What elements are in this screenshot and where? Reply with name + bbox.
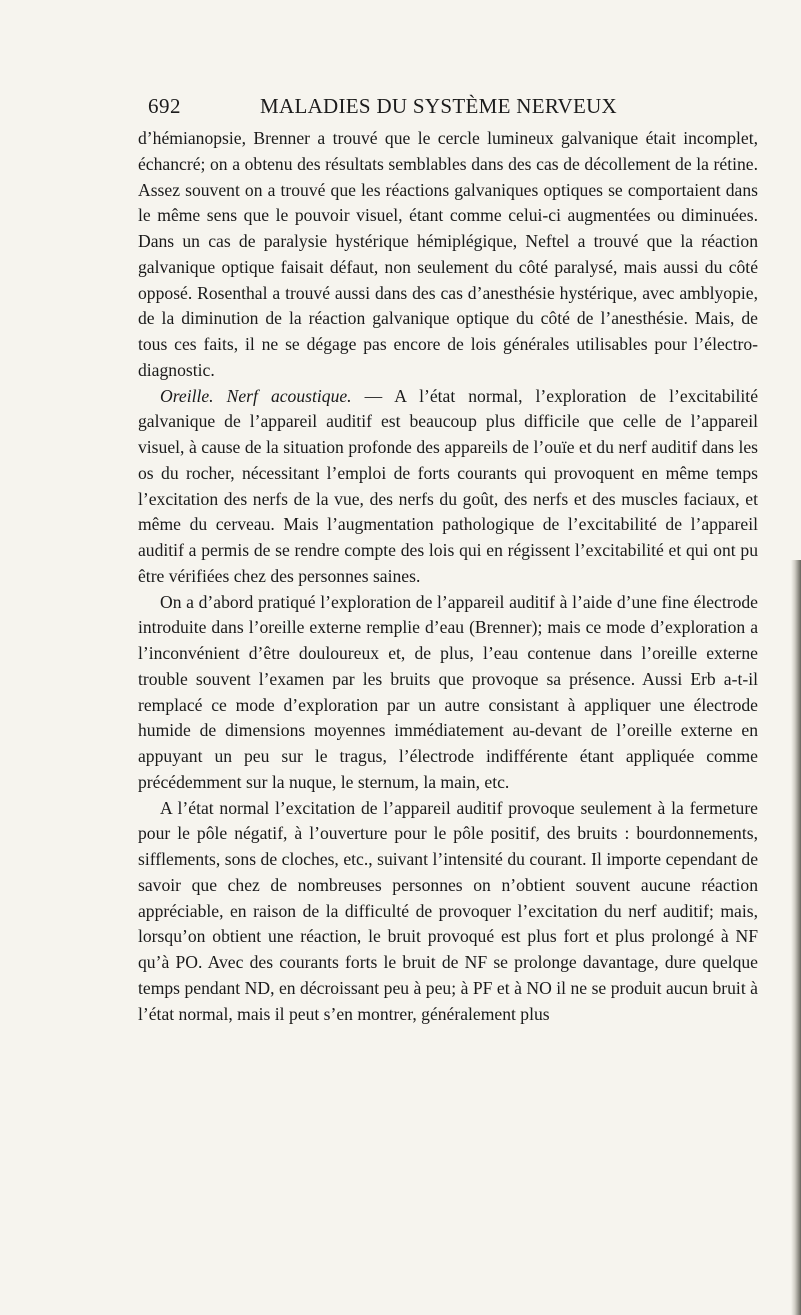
paragraph-oreille: [138, 384, 758, 590]
section-heading-oreille: Oreille. Nerf acoustique.: [160, 385, 352, 406]
paragraph-hemianopsie: d’hémianopsie, Brenner a trouvé que le cercle lumineux galvanique était incomplet, échancré; on a obtenu des résultats semblables dans des cas de décollement de la rétine. Assez souvent on a trouvé que les réactions galvaniques optiques se comportaient dans le même sens que le pouvoir visuel, étant comme celui-ci augmentées ou diminuées. Dans un cas de paralysie hystérique hémiplégique, Neftel a trouvé que la réaction galvanique optique faisait défaut, non seulement du côté paralysé, mais aussi du côté opposé. Rosenthal a trouvé aussi dans des cas d’anesthésie hystérique, avec amblyopie, de la diminution de la réaction galvanique optique du côté de l’anesthésie. Mais, de tous ces faits, il ne se dégage pas encore de lois générales utilisables pour l’électro-diagnostic.: [138, 128, 758, 380]
page-number: 692: [148, 94, 181, 118]
page-edge-shadow: [791, 560, 801, 1315]
page-header: [148, 94, 788, 124]
body-text: [138, 126, 758, 1027]
paragraph-exploration: On a d’abord pratiqué l’exploration de l’appareil auditif à l’aide d’une fine électrode introduite dans l’oreille externe remplie d’eau (Brenner); mais ce mode d’exploration a l’inconvénient d’être douloureux et, de plus, l’eau contenue dans l’oreille externe trouble souvent l’examen par les bruits que provoque sa présence. Aussi Erb a-t-il remplacé ce mode d’exploration par un autre consistant à appliquer une électrode humide de dimensions moyennes immédiatement au-devant de l’oreille externe en appuyant un peu sur le tragus, l’électrode indifférente étant appliquée comme précédemment sur la nuque, le sternum, la main, etc.: [138, 591, 758, 792]
running-title: MALADIES DU SYSTÈME NERVEUX: [260, 94, 617, 118]
paragraph-etat-normal: A l’état normal l’excitation de l’appareil auditif provoque seulement à la fermeture pour le pôle négatif, à l’ouverture pour le pôle positif, des bruits : bourdonnements, sifflements, sons de cloches, etc., suivant l’intensité du courant. Il importe cependant de savoir que chez de nombreuses personnes on n’obtient souvent aucune réaction appréciable, en raison de la difficulté de provoquer l’excitation du nerf auditif; mais, lorsqu’on obtient une réaction, le bruit provoqué est plus fort et plus prolongé à NF qu’à PO. Avec des courants forts le bruit de NF se prolonge davantage, dure quelque temps pendant ND, en décroissant peu à peu; à PF et à NO il ne se produit aucun bruit à l’état normal, mais il peut s’en montrer, généralement plus: [138, 797, 758, 1024]
paragraph-oreille-text: — A l’état normal, l’exploration de l’excitabilité galvanique de l’appareil auditif est beaucoup plus difficile que celle de l’appareil visuel, à cause de la situation profonde des appareils de l’ouïe et du nerf auditif dans les os du rocher, nécessitant l’emploi de forts courants qui provoquent en même temps l’excitation des nerfs de la vue, des nerfs du goût, des nerfs et des muscles faciaux, et même du cerveau. Mais l’augmentation pathologique de l’excitabilité de l’appareil auditif a permis de se rendre compte des lois qui en régissent l’excitabilité et qui ont pu être vérifiées chez des personnes saines.: [138, 385, 759, 586]
